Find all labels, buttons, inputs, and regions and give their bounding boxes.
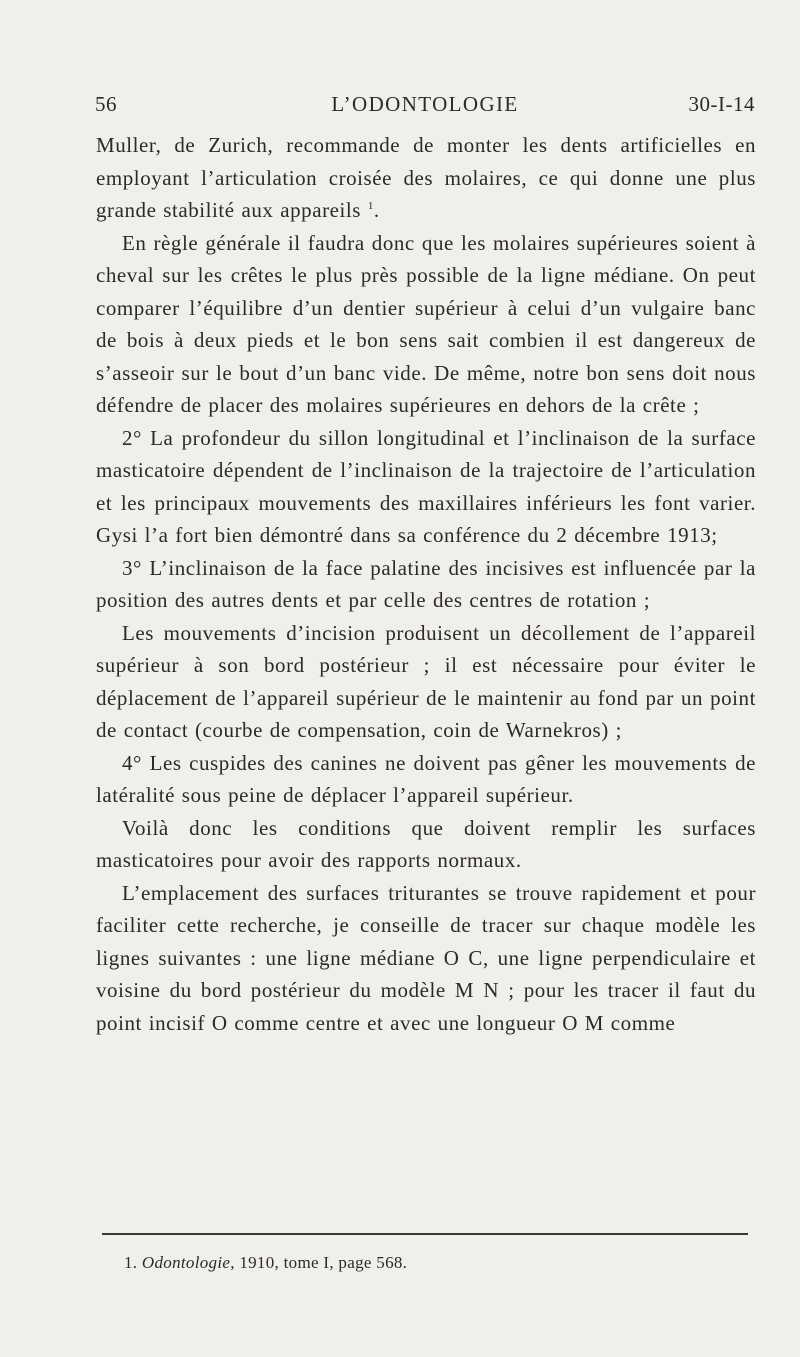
footnote-reference[interactable]: 1 — [367, 200, 374, 212]
paragraph-1-text: Muller, de Zurich, recommande de monter les dents artificielles en employant l’articulation croisée des molaires, ce qui donne une plus grande stabilité aux appareils — [96, 133, 756, 222]
footnote-number: 1. — [124, 1253, 138, 1272]
footnote-divider — [102, 1233, 748, 1235]
paragraph-6: 4° Les cuspides des canines ne doivent pas gêner les mouvements de latéralité sous peine de déplacer l’appareil supérieur. — [96, 750, 756, 807]
paragraph-4: 3° L’inclinaison de la face palatine des incisives est influencée par la position des autres dents et par celle des centres de rotation ; — [96, 555, 756, 612]
paragraph-3: 2° La profondeur du sillon longitudinal et l’inclinaison de la surface masticatoire dépendent de l’inclinaison de la trajectoire de l’articulation et les principaux mouvements des maxillaires inférieurs les font varier. Gysi l’a fort bien démontré dans sa conférence du 2 décembre 1913; — [96, 425, 756, 547]
footnote-source: Odontologie, — [141, 1253, 235, 1272]
issue-date: 30-I-14 — [688, 92, 755, 116]
paragraph-1 — [96, 129, 756, 227]
body-text — [96, 129, 756, 1039]
paragraph-7: Voilà donc les conditions que doivent remplir les surfaces masticatoires pour avoir des rapports normaux. — [96, 815, 756, 872]
footnote-details: 1910, tome I, page 568. — [239, 1253, 408, 1272]
running-title: L’ODONTOLOGIE — [331, 92, 519, 116]
paragraph-5: Les mouvements d’incision produisent un décollement de l’appareil supérieur à son bord postérieur ; il est nécessaire pour éviter le déplacement de l’appareil supérieur de le maintenir au fond par un point de contact (courbe de compensation, coin de Warnekros) ; — [96, 620, 756, 742]
paragraph-1-end: . — [373, 198, 380, 222]
footnote — [124, 1251, 744, 1275]
page-number: 56 — [95, 92, 117, 116]
paragraph-2: En règle générale il faudra donc que les molaires supérieures soient à cheval sur les crêtes le plus près possible de la ligne médiane. On peut comparer l’équilibre d’un dentier supérieur à celui d’un vulgaire banc de bois à deux pieds et le bon sens sait combien il est dangereux de s’asseoir sur le bout d’un banc vide. De même, notre bon sens doit nous défendre de placer des molaires supérieures en dehors de la crête ; — [96, 230, 756, 417]
paragraph-8: L’emplacement des surfaces triturantes se trouve rapidement et pour faciliter cette recherche, je conseille de tracer sur chaque modèle les lignes suivantes : une ligne médiane O C, une ligne perpendiculaire et voisine du bord postérieur du modèle M N ; pour les tracer il faut du point incisif O comme centre et avec une longueur O M comme — [96, 880, 756, 1035]
running-header — [95, 92, 755, 122]
